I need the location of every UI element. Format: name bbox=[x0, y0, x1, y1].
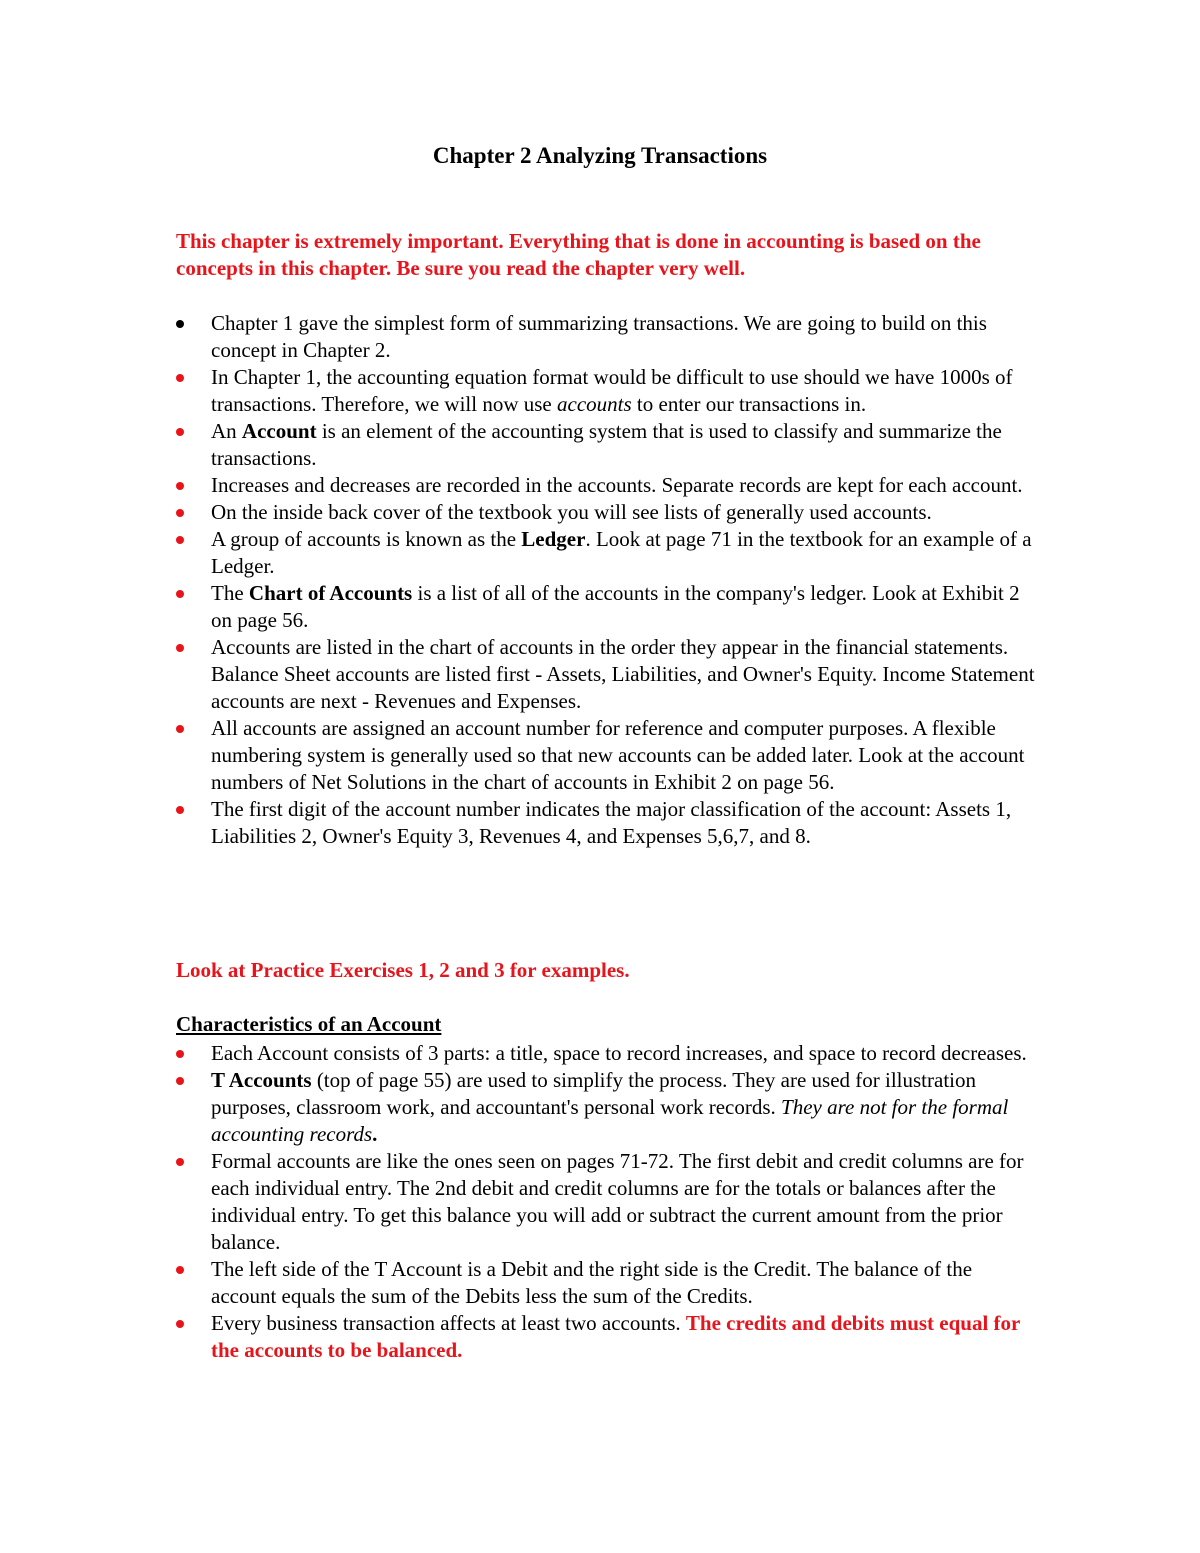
page-title: Chapter 2 Analyzing Transactions bbox=[432, 143, 768, 168]
emphasis-text: accounts bbox=[557, 392, 632, 416]
term-text: T Accounts bbox=[211, 1068, 312, 1092]
term-text: Account bbox=[241, 419, 317, 443]
bullet-text: Chapter 1 gave the simplest form of summarizing transactions. We are going to build on this concept in Chapter 2. bbox=[211, 311, 987, 362]
overview-bullet-list bbox=[176, 310, 1036, 850]
balance-rule-text: The credits and debits must equal for the accounts to be balanced. bbox=[211, 1311, 1020, 1362]
bullet-text: Accounts are listed in the chart of accounts in the order they appear in the financial statements. Balance Sheet accounts are listed first - Assets, Liabilities, and Owner's Equity. Income Statement accounts are next - Revenues and Expenses. bbox=[211, 635, 1035, 713]
section-heading: Characteristics of an Account bbox=[176, 1012, 442, 1036]
term-text: Ledger bbox=[521, 527, 586, 551]
emphasis-text: They are not for the formal accounting records bbox=[211, 1095, 1009, 1146]
bullet-text: Increases and decreases are recorded in the accounts. Separate records are kept for each account. bbox=[211, 473, 1023, 497]
bullet-text: Every business transaction affects at least two accounts. bbox=[211, 1311, 686, 1335]
intro-warning: This chapter is extremely important. Everything that is done in accounting is based on the concepts in this chapter. Be sure you read the chapter very well. bbox=[176, 229, 981, 280]
list-item bbox=[176, 364, 1036, 418]
list-item bbox=[176, 796, 1036, 850]
characteristics-bullet-list bbox=[176, 1040, 1036, 1364]
list-item bbox=[176, 499, 1036, 526]
bullet-text: The bbox=[211, 581, 249, 605]
list-item bbox=[176, 715, 1036, 796]
bullet-text: Formal accounts are like the ones seen on pages 71-72. The first debit and credit columns are for each individual entry. The 2nd debit and credit columns are for the totals or balances after the individual entry. To get this balance you will add or subtract the current amount from the prior balance. bbox=[211, 1149, 1024, 1254]
bullet-text: is a list of all of the accounts in the company's ledger. Look at Exhibit 2 on page 56. bbox=[211, 581, 1020, 632]
bullet-text: A group of accounts is known as the bbox=[211, 527, 522, 551]
list-item bbox=[176, 1040, 1036, 1067]
list-item bbox=[176, 1310, 1036, 1364]
bullet-text: is an element of the accounting system that is used to classify and summarize the transactions. bbox=[211, 419, 1002, 470]
bullet-text: to enter our transactions in. bbox=[631, 392, 867, 416]
list-item bbox=[176, 418, 1036, 472]
bullet-text: The left side of the T Account is a Debit and the right side is the Credit. The balance of the account equals the sum of the Debits less the sum of the Credits. bbox=[211, 1257, 973, 1308]
list-item bbox=[176, 1067, 1036, 1148]
bullet-text: All accounts are assigned an account number for reference and computer purposes. A flexible numbering system is generally used so that new accounts can be added later. Look at the account numbers of Net Solutions in the chart of accounts in Exhibit 2 on page 56. bbox=[211, 716, 1025, 794]
practice-exercises-note: Look at Practice Exercises 1, 2 and 3 for examples. bbox=[176, 958, 630, 982]
list-item bbox=[176, 580, 1036, 634]
list-item bbox=[176, 1256, 1036, 1310]
list-item bbox=[176, 526, 1036, 580]
bullet-text: On the inside back cover of the textbook you will see lists of generally used accounts. bbox=[211, 500, 932, 524]
list-item bbox=[176, 634, 1036, 715]
bullet-text: Each Account consists of 3 parts: a title, space to record increases, and space to record decreases. bbox=[211, 1041, 1027, 1065]
bullet-text: In Chapter 1, the accounting equation format would be difficult to use should we have 1000s of transactions. Therefore, we will now use bbox=[211, 365, 1013, 416]
term-text: Chart of Accounts bbox=[248, 581, 413, 605]
list-item bbox=[176, 1148, 1036, 1256]
list-item bbox=[176, 310, 1036, 364]
bullet-text: The first digit of the account number indicates the major classification of the account: Assets 1, Liabilities 2, Owner's Equity 3, Revenues 4, and Expenses 5,6,7, and 8. bbox=[211, 797, 1012, 848]
bullet-text: An bbox=[211, 419, 242, 443]
bullet-text: . bbox=[372, 1122, 378, 1146]
bullet-text: . Look at page 71 in the textbook for an example of a Ledger. bbox=[211, 527, 1032, 578]
bullet-text: (top of page 55) are used to simplify the process. They are used for illustration purposes, classroom work, and accountant's personal work records. bbox=[211, 1068, 976, 1119]
list-item bbox=[176, 472, 1036, 499]
